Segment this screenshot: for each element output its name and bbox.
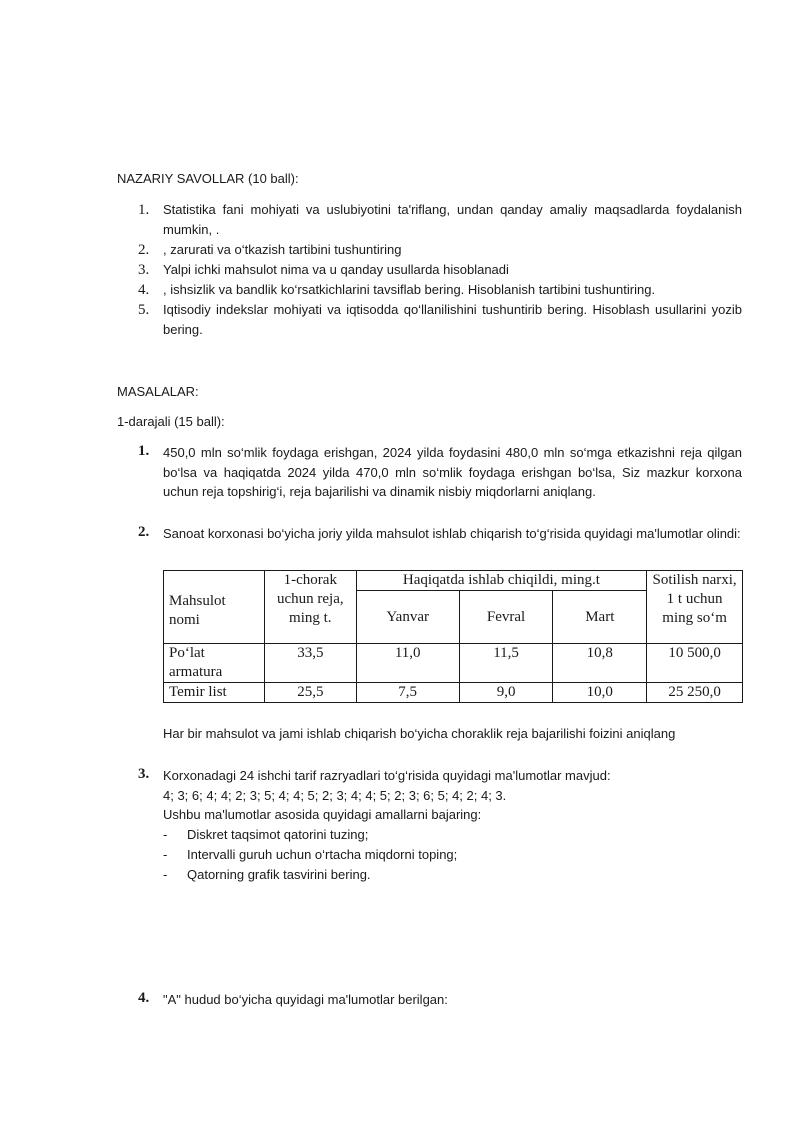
task-instruction: Ushbu ma'lumotlar asosida quyidagi amallarni bajaring: [163,807,482,822]
subtask-list [163,825,742,885]
cell-price: 25 250,0 [647,683,743,703]
task-4 [138,990,742,1010]
task-1 [138,443,742,502]
theory-question: 3. Yalpi ichki mahsulot nima va u qanday usullarda hisoblanadi [138,262,509,278]
table-row [164,683,743,703]
task-number: 2. [138,524,150,540]
theory-question-list [138,200,742,340]
header-price: Sotilish narxi, 1 t uchun ming so‘m [647,571,743,644]
cell-jan: 7,5 [356,683,459,703]
task-text: "A" hudud bo‘yicha quyidagi ma'lumotlar berilgan: [163,992,448,1007]
cell-mar: 10,8 [553,644,647,683]
table-row [164,644,743,683]
cell-plan: 33,5 [265,644,357,683]
task-number: 4. [138,990,150,1006]
subtask-item: - Intervalli guruh uchun o‘rtacha miqdorni toping; [163,846,458,862]
level-label: 1-darajali (15 ball): [117,414,225,429]
task-2 [138,524,742,544]
problems-heading: MASALALAR: [117,384,199,399]
grade-data: 4; 3; 6; 4; 4; 2; 3; 5; 4; 4; 5; 2; 3; 4; 4; 5; 2; 3; 6; 5; 4; 2; 4; 3. [163,787,507,803]
theory-question: 1. Statistika fani mohiyati va uslubiyotini ta'riflang, undan qanday amaliy maqsadlarda foydalanish mumkin, . [138,202,742,237]
theory-question: 4. , ishsizlik va bandlik ko‘rsatkichlarini tavsiflab bering. Hisoblanish tartibini tushuntiring. [138,282,656,298]
header-product: Mahsulot nomi [164,571,265,644]
header-feb: Fevral [459,591,553,644]
task-2-followup: Har bir mahsulot va jami ishlab chiqarish bo‘yicha choraklik reja bajarilishi foizini aniqlang [163,726,676,741]
task-3 [138,766,742,885]
header-mar: Mart [553,591,647,644]
cell-feb: 9,0 [459,683,553,703]
cell-mar: 10,0 [553,683,647,703]
production-table [163,570,743,703]
header-jan: Yanvar [356,591,459,644]
subtask-item: - Diskret taqsimot qatorini tuzing; [163,826,369,842]
cell-plan: 25,5 [265,683,357,703]
header-plan: 1-chorak uchun reja, ming t. [265,571,357,644]
task-text: Korxonadagi 24 ishchi tarif razryadlari to‘g‘risida quyidagi ma'lumotlar mavjud: [163,768,611,783]
header-actual: Haqiqatda ishlab chiqildi, ming.t [356,571,647,591]
task-number: 3. [138,766,150,782]
subtask-item: - Qatorning grafik tasvirini bering. [163,866,371,882]
task-text: Sanoat korxonasi bo‘yicha joriy yilda mahsulot ishlab chiqarish to‘g‘risida quyidagi ma'lumotlar olindi: [163,526,741,541]
cell-jan: 11,0 [356,644,459,683]
cell-feb: 11,5 [459,644,553,683]
task-text: 450,0 mln so‘mlik foydaga erishgan, 2024 yilda foydasini 480,0 mln so‘mga etkazishni reja qilgan bo‘lsa va haqiqatda 2024 yilda 470,0 mln so‘mlik foydaga erishgan bo‘lsa, Siz mazkur korxona uchun reja topshirig‘i, reja bajarilishi va dinamik nisbiy miqdorlarni aniqlang. [163,445,742,499]
cell-price: 10 500,0 [647,644,743,683]
task-number: 1. [138,443,150,459]
cell-name: Temir list [164,683,265,703]
theory-question: 5. Iqtisodiy indekslar mohiyati va iqtisodda qo‘llanilishini tushuntirib bering. Hisoblash usullarini yozib bering. [138,302,742,337]
theory-question: 2. , zarurati va o‘tkazish tartibini tushuntiring [138,242,402,258]
theory-heading: NAZARIY SAVOLLAR (10 ball): [117,171,299,186]
cell-name: Po‘lat armatura [164,644,265,683]
